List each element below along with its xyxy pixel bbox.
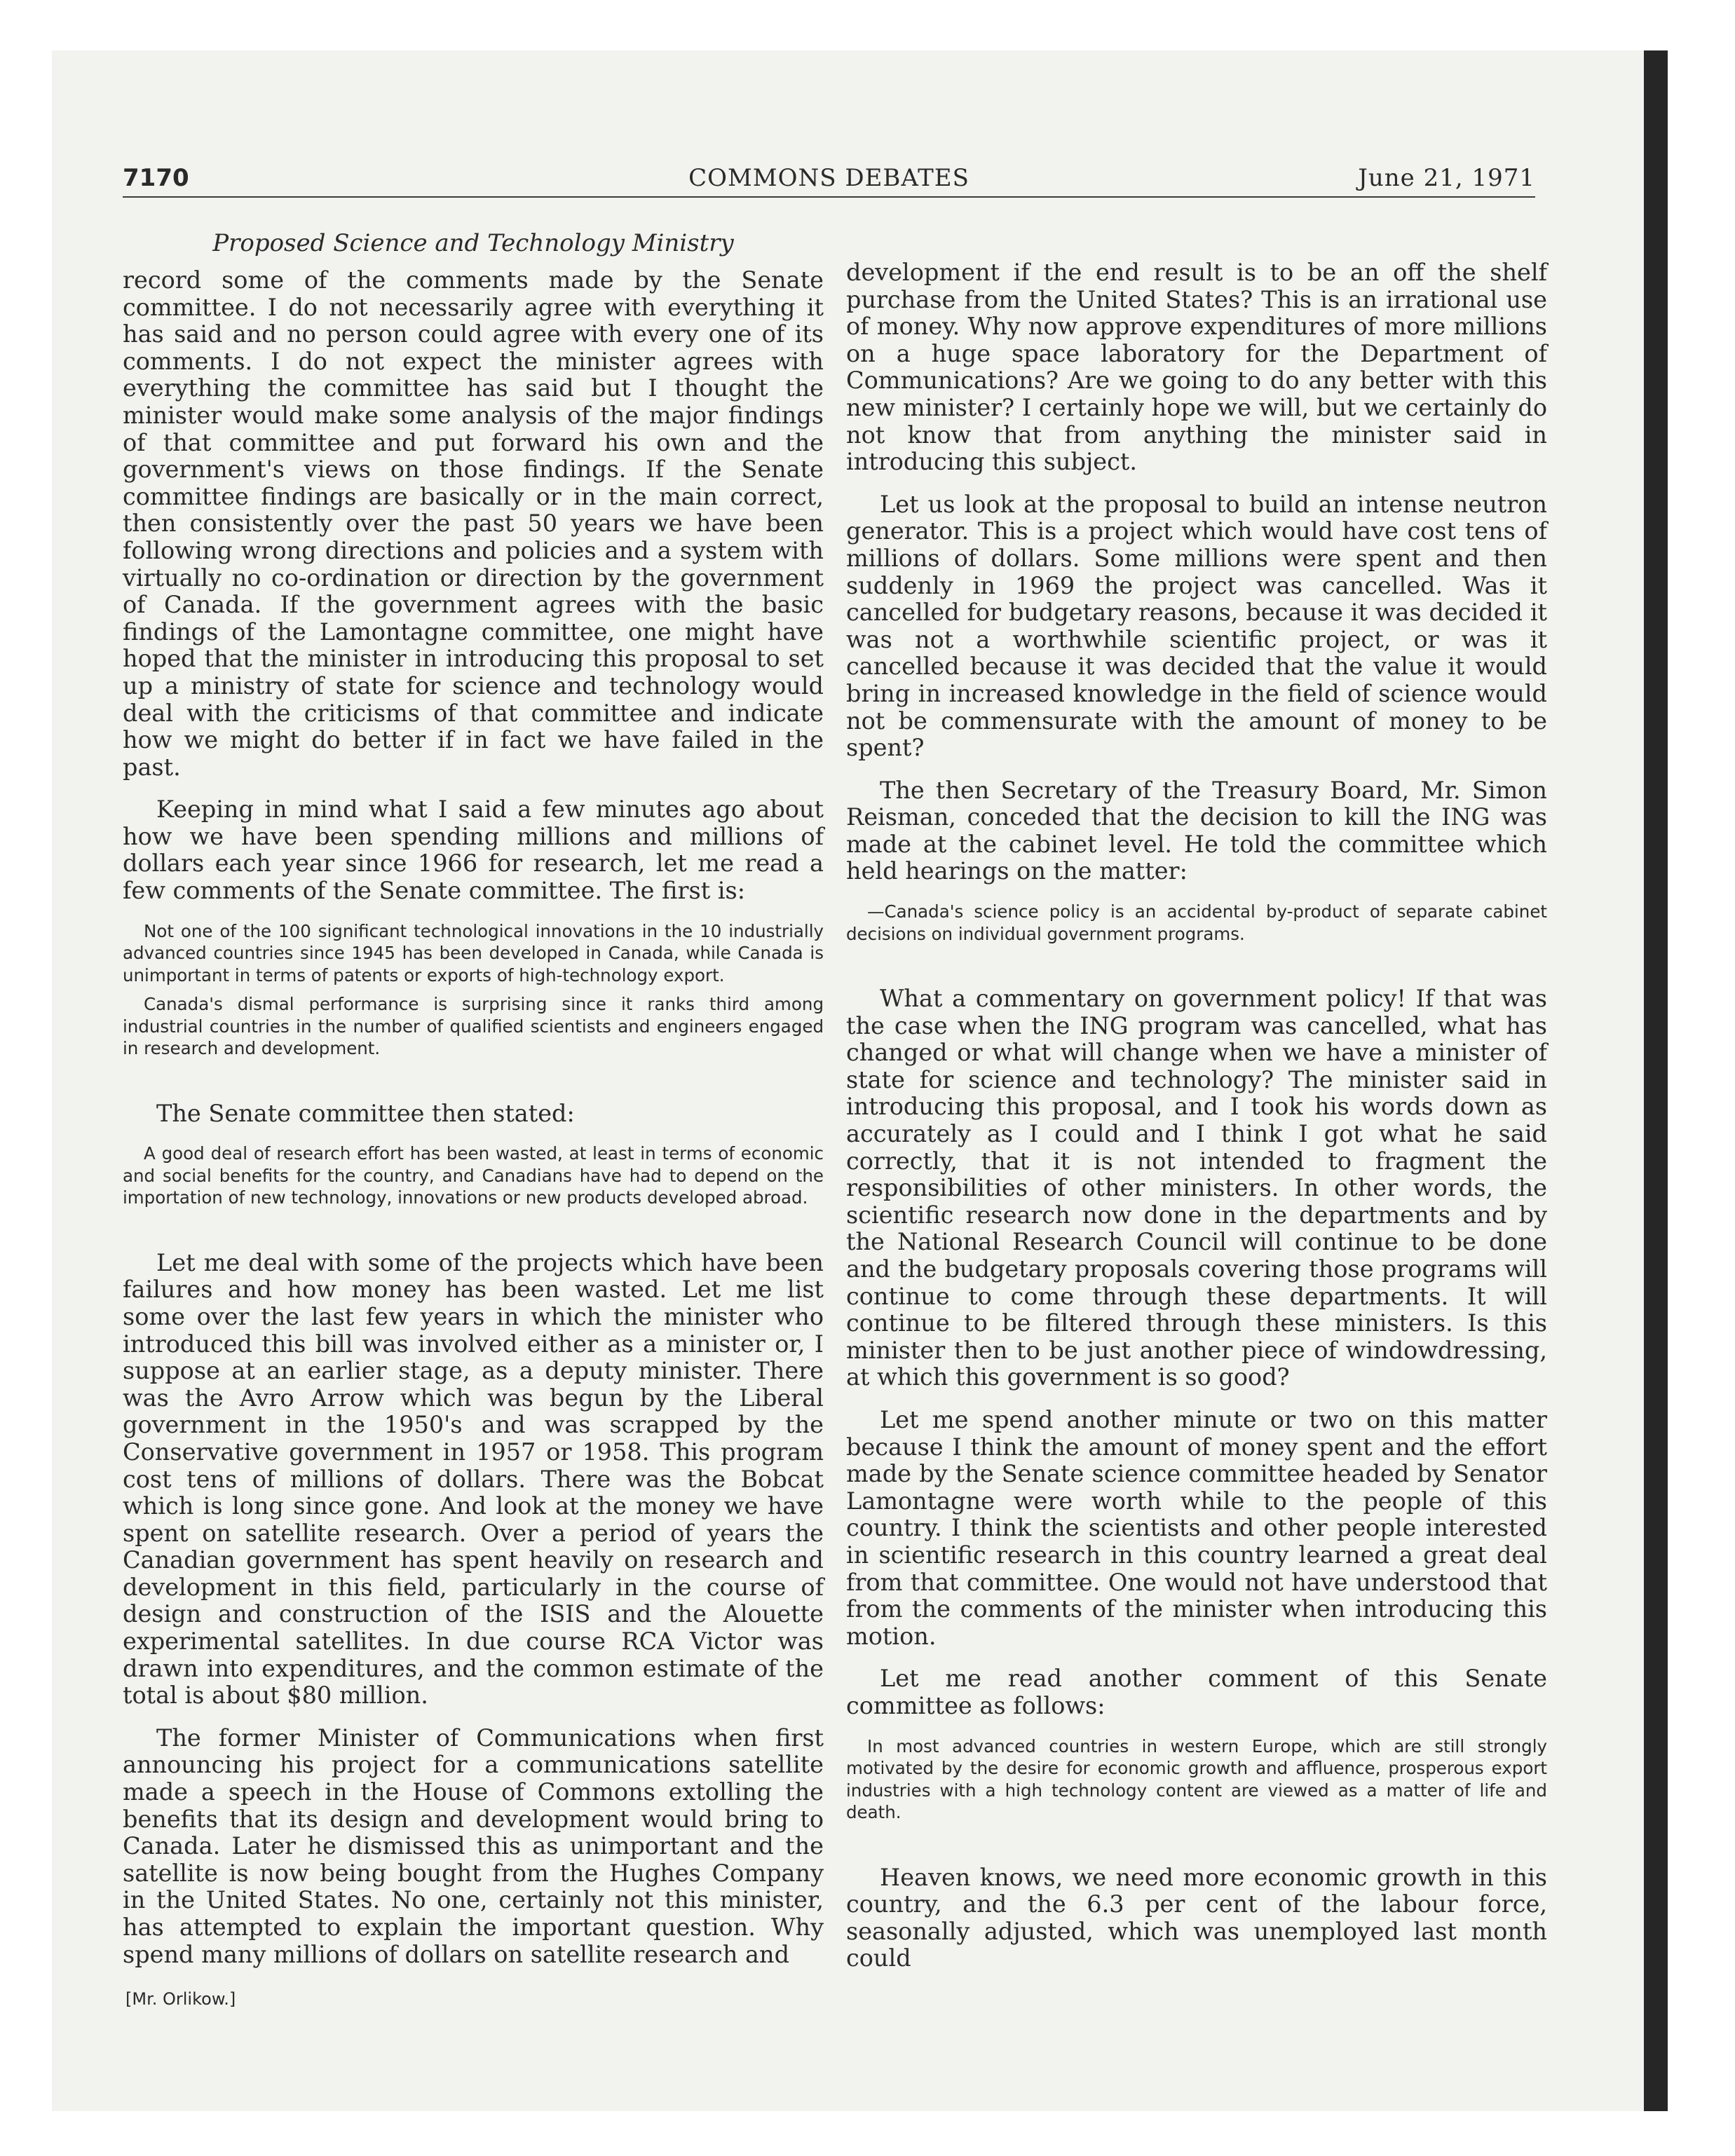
paragraph: The then Secretary of the Treasury Board, Mr. Simon Reisman, conceded that the decision to kill the ING was made at the cabinet level. He told the committee which held hearings on the matter: [846,776,1547,885]
paragraph: The Senate committee then stated: [156,1099,575,1127]
paragraph: Let me deal with some of the projects which have been failures and how money has been wasted. Let me list some over the last few years in which the minister who introduced this bill was involved either as a minister or, I suppose at an earlier stage, as a deputy minister. There was the Avro Arrow which was begun by the Liberal government in the 1950's and was scrapped by the Conservative government in 1957 or 1958. This program cost tens of millions of dollars. There was the Bobcat which is long since gone. And look at the money we have spent on satellite research. Over a period of years the Canadian government has spent heavily on research and development in this field, particularly in the course of design and construction of the ISIS and the Alouette experimental satellites. In due course RCA Victor was drawn into expenditures, and the common estimate of the total is about $80 million. [123,1248,824,1710]
paragraph: The former Minister of Communications when first announcing his project for a communications satellite made a speech in the House of Commons extolling the benefits that its design and development would bring to Canada. Later he dismissed this as unimportant and the satellite is now being bought from the Hughes Company in the United States. No one, certainly not this minister, has attempted to explain the important question. Why spend many millions of dollars on satellite research and [123,1724,824,1968]
section-title: Proposed Science and Technology Ministry [212,229,734,257]
speaker-attribution: [Mr. Orlikow.] [125,1989,236,2010]
page-header [123,160,1535,198]
issue-date: June 21, 1971 [1358,164,1535,192]
right-column [846,259,1547,1988]
paragraph: What a commentary on government policy! If that was the case when the ING program was cancelled, what has changed or what will change when we have a minister of state for science and technology? The minister said in introducing this proposal, and I took his words down as accurately as I could and I think I got what he said correctly, that it is not intended to fragment the responsibilities of other ministers. In other words, the scientific research now done in the departments and by the National Research Council will continue to be done and the budgetary proposals covering those programs will continue to come through these departments. It will continue to be filtered through these ministers. Is this minister then to be just another piece of windowdressing, at which this government is so good? [846,985,1547,1391]
paragraph: Keeping in mind what I said a few minutes ago about how we have been spending millions and millions of dollars each year since 1966 for research, let me read a few comments of the Senate committee. The first is: [123,796,824,905]
paragraph: record some of the comments made by the Senate committee. I do not necessarily agree with everything it has said and no person could agree with every one of its comments. I do not expect the minister agrees with everything the committee has said but I thought the minister would make some analysis of the major findings of that committee and put forward his own and the government's views on those findings. If the Senate committee findings are basically or in the main correct, then consistently over the past 50 years we have been following wrong directions and policies and a system with virtually no co-ordination or direction by the government of Canada. If the government agrees with the basic findings of the Lamontagne committee, one might have hoped that the minister in introducing this proposal to set up a ministry of state for science and technology would deal with the criticisms of that committee and indicate how we might do better if in fact we have failed in the past. [123,266,824,781]
left-column [123,228,824,2009]
block-quote: In most advanced countries in western Europe, which are still strongly motivated by the desire for economic growth and affluence, prosperous export industries with a high technology content are viewed as a matter of life and death. [846,1735,1547,1822]
block-quote: Not one of the 100 significant technological innovations in the 10 industrially advanced countries since 1945 has been developed in Canada, while Canada is unimportant in terms of patents or exports of high-technology export. [123,920,824,985]
journal-title: COMMONS DEBATES [688,164,969,192]
paragraph: Let us look at the proposal to build an intense neutron generator. This is a project which would have cost tens of millions of dollars. Some millions were spent and then suddenly in 1969 the project was cancelled. Was it cancelled for budgetary reasons, because it was decided it was not a worthwhile scientific project, or was it cancelled because it was decided that the value it would bring in increased knowledge in the field of science would not be commensurate with the amount of money to be spent? [846,490,1547,762]
block-quote: Canada's dismal performance is surprising since it ranks third among industrial countries in the number of qualified scientists and engineers engaged in research and development. [123,994,824,1059]
block-quote: —Canada's science policy is an accidental by-product of separate cabinet decisions on individual government programs. [846,901,1547,944]
paragraph: Heaven knows, we need more economic growth in this country, and the 6.3 per cent of the labour force, seasonally adjusted, which was unemployed last month could [846,1863,1547,1972]
scan-edge-bar [1644,50,1668,2111]
paragraph: Let me spend another minute or two on this matter because I think the amount of money spent and the effort made by the Senate science committee headed by Senator Lamontagne were worth while to the people of this country. I think the scientists and other people interested in scientific research in this country learned a great deal from that committee. One would not have understood that from the comments of the minister when introducing this motion. [846,1405,1547,1650]
block-quote: A good deal of research effort has been wasted, at least in terms of economic and social benefits for the country, and Canadians have had to depend on the importation of new technology, innovations or new products developed abroad. [123,1143,824,1208]
paragraph: development if the end result is to be an off the shelf purchase from the United States? This is an irrational use of money. Why now approve expenditures of more millions on a huge space laboratory for the Department of Communications? Are we going to do any better with this new minister? I certainly hope we will, but we certainly do not know that from anything the minister said in introducing this subject. [846,259,1547,476]
page-number: 7170 [123,164,189,192]
paragraph: Let me read another comment of this Senate committee as follows: [846,1665,1547,1719]
